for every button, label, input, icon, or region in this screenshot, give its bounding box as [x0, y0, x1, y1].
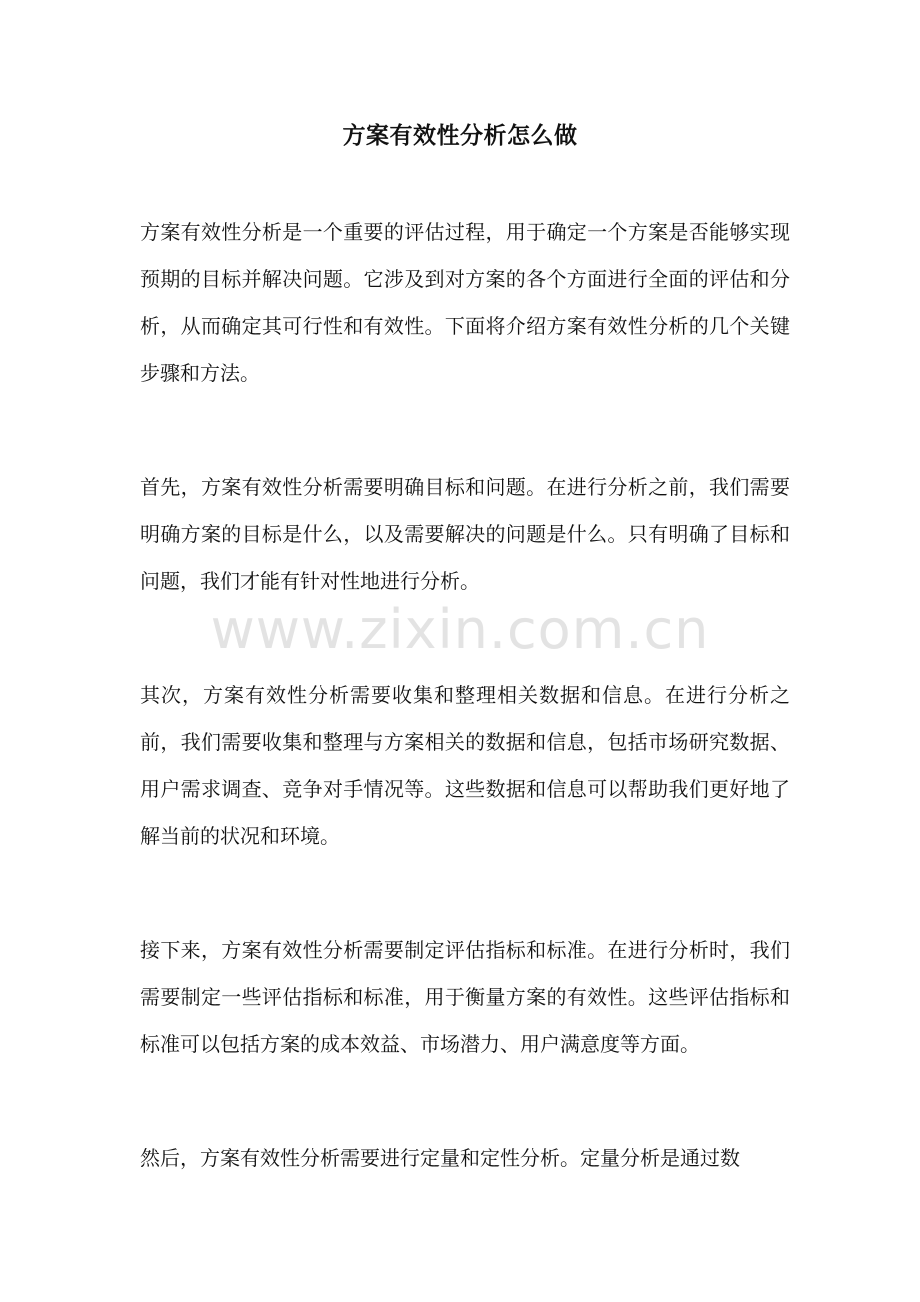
watermark: www.zixin.com.cn [210, 598, 710, 661]
document-title: 方案有效性分析怎么做 [342, 122, 578, 149]
paragraph-step-goals: 首先，方案有效性分析需要明确目标和问题。在进行分析之前，我们需要明确方案的目标是什么，以及需要解决的问题是什么。只有明确了目标和问题，我们才能有针对性地进行分析。 [140, 475, 790, 593]
paragraph-intro: 方案有效性分析是一个重要的评估过程，用于确定一个方案是否能够实现预期的目标并解决问题。它涉及到对方案的各个方面进行全面的评估和分析，从而确定其可行性和有效性。下面将介绍方案有效性分析的几个关键步骤和方法。 [140, 220, 790, 385]
paragraph-step-data: 其次，方案有效性分析需要收集和整理相关数据和信息。在进行分析之前，我们需要收集和整理与方案相关的数据和信息，包括市场研究数据、用户需求调查、竞争对手情况等。这些数据和信息可以帮助我们更好地了解当前的状况和环境。 [140, 683, 790, 848]
paragraph-step-analysis: 然后，方案有效性分析需要进行定量和定性分析。定量分析是通过数 [140, 1146, 740, 1170]
document-body [140, 209, 790, 1249]
paragraph-step-metrics: 接下来，方案有效性分析需要制定评估指标和标准。在进行分析时，我们需要制定一些评估指标和标准，用于衡量方案的有效性。这些评估指标和标准可以包括方案的成本效益、市场潜力、用户满意度等方面。 [140, 938, 790, 1056]
